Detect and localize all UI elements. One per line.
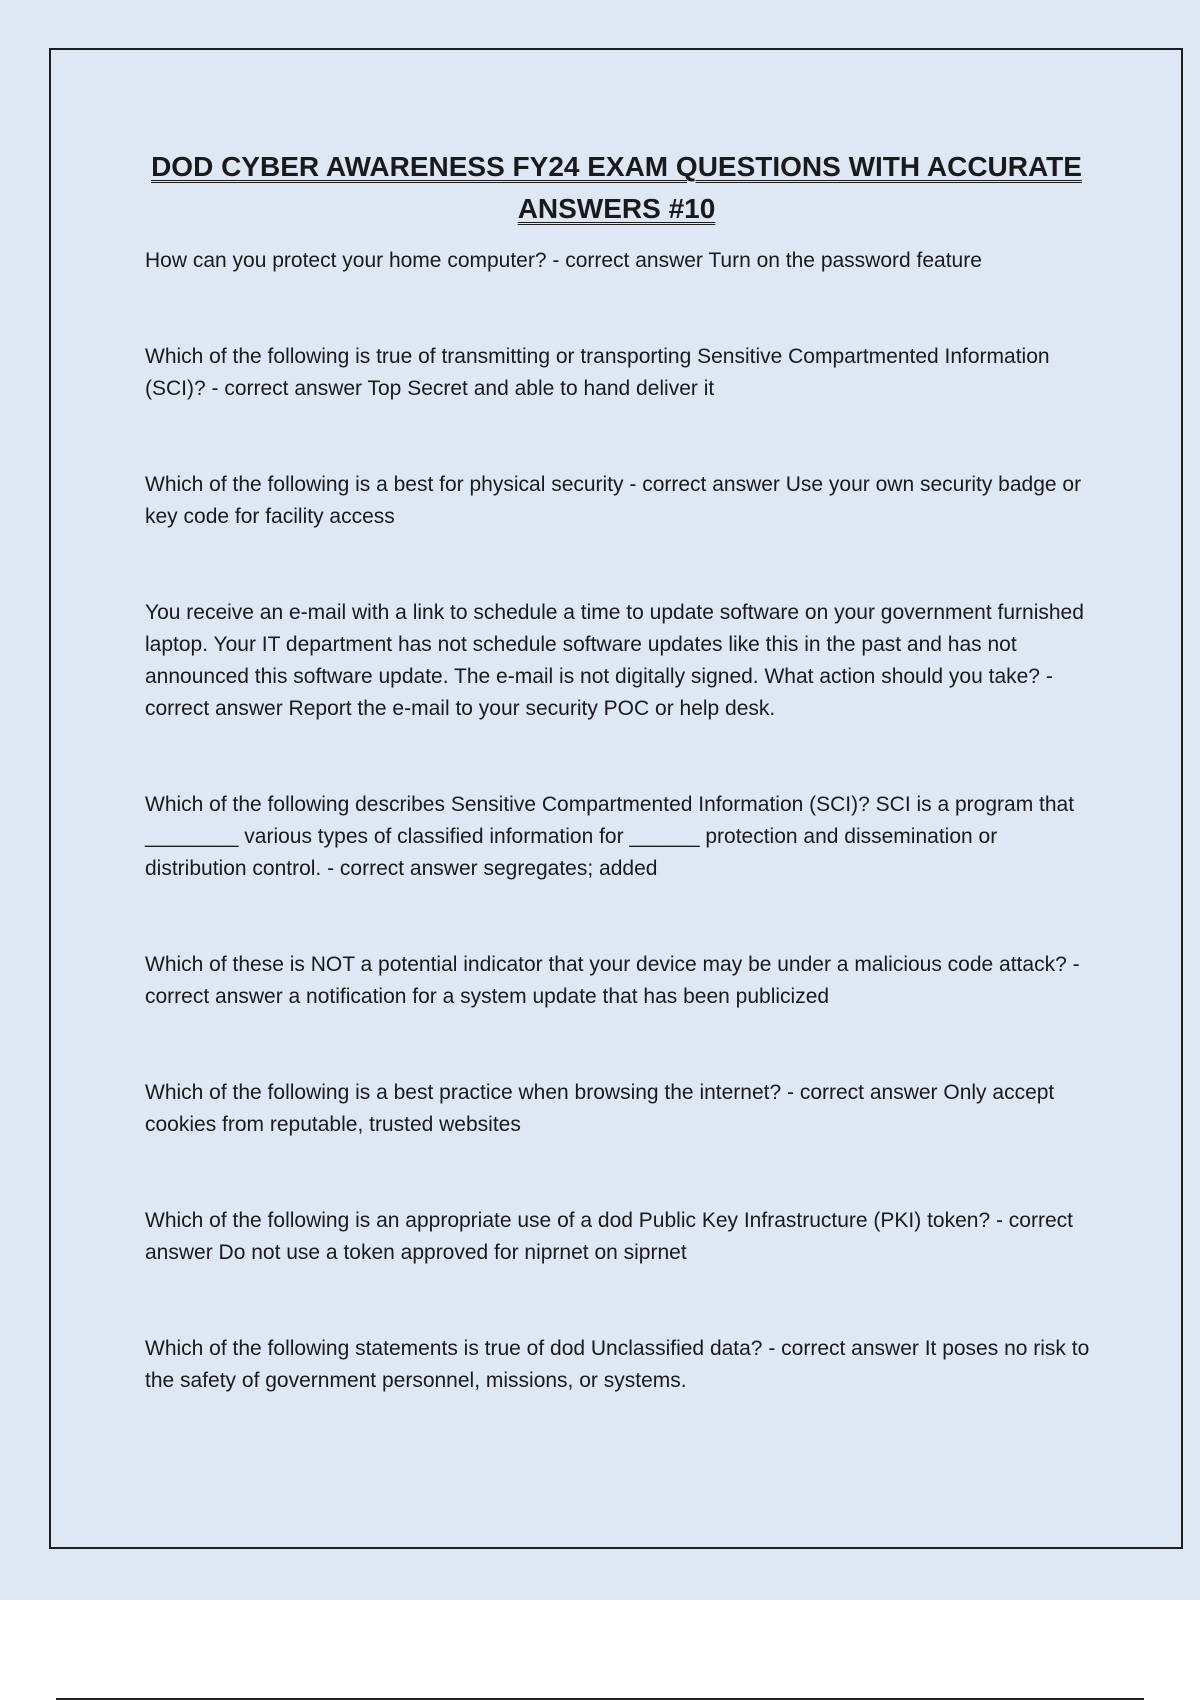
qa-item-1: How can you protect your home computer? - correct answer Turn on the password feature: [145, 249, 982, 272]
qa-item-7: Which of the following is a best practice when browsing the internet? - correct answer Only accept cookies from reputable, trusted websites: [145, 1081, 1055, 1136]
qa-list: [145, 245, 1095, 1461]
qa-item-6: Which of these is NOT a potential indicator that your device may be under a malicious code attack? - correct answer a notification for a system update that has been publicized: [145, 953, 1080, 1008]
qa-item-5: Which of the following describes Sensitive Compartmented Information (SCI)? SCI is a program that ________ various types of classified information for ______ protection and dissemination or distribution control. - correct answer segregates; added: [145, 793, 1075, 880]
qa-item-9: Which of the following statements is true of dod Unclassified data? - correct answer It poses no risk to the safety of government personnel, missions, or systems.: [145, 1337, 1090, 1392]
qa-item-2: Which of the following is true of transmitting or transporting Sensitive Compartmented Information (SCI)? - correct answer Top Secret and able to hand deliver it: [145, 345, 1050, 400]
qa-item-3: Which of the following is a best for physical security - correct answer Use your own security badge or key code for facility access: [145, 473, 1082, 528]
qa-item-4: You receive an e-mail with a link to schedule a time to update software on your government furnished laptop. Your IT department has not schedule software updates like this in the past and has not announced this software update. The e-mail is not digitally signed. What action should you take? - correct answer Report the e-mail to your security POC or help desk.: [145, 601, 1084, 720]
qa-item-8: Which of the following is an appropriate use of a dod Public Key Infrastructure (PKI) token? - correct answer Do not use a token approved for niprnet on siprnet: [145, 1209, 1073, 1264]
document-title: DOD CYBER AWARENESS FY24 EXAM QUESTIONS WITH ACCURATE ANSWERS #10: [151, 151, 1082, 224]
